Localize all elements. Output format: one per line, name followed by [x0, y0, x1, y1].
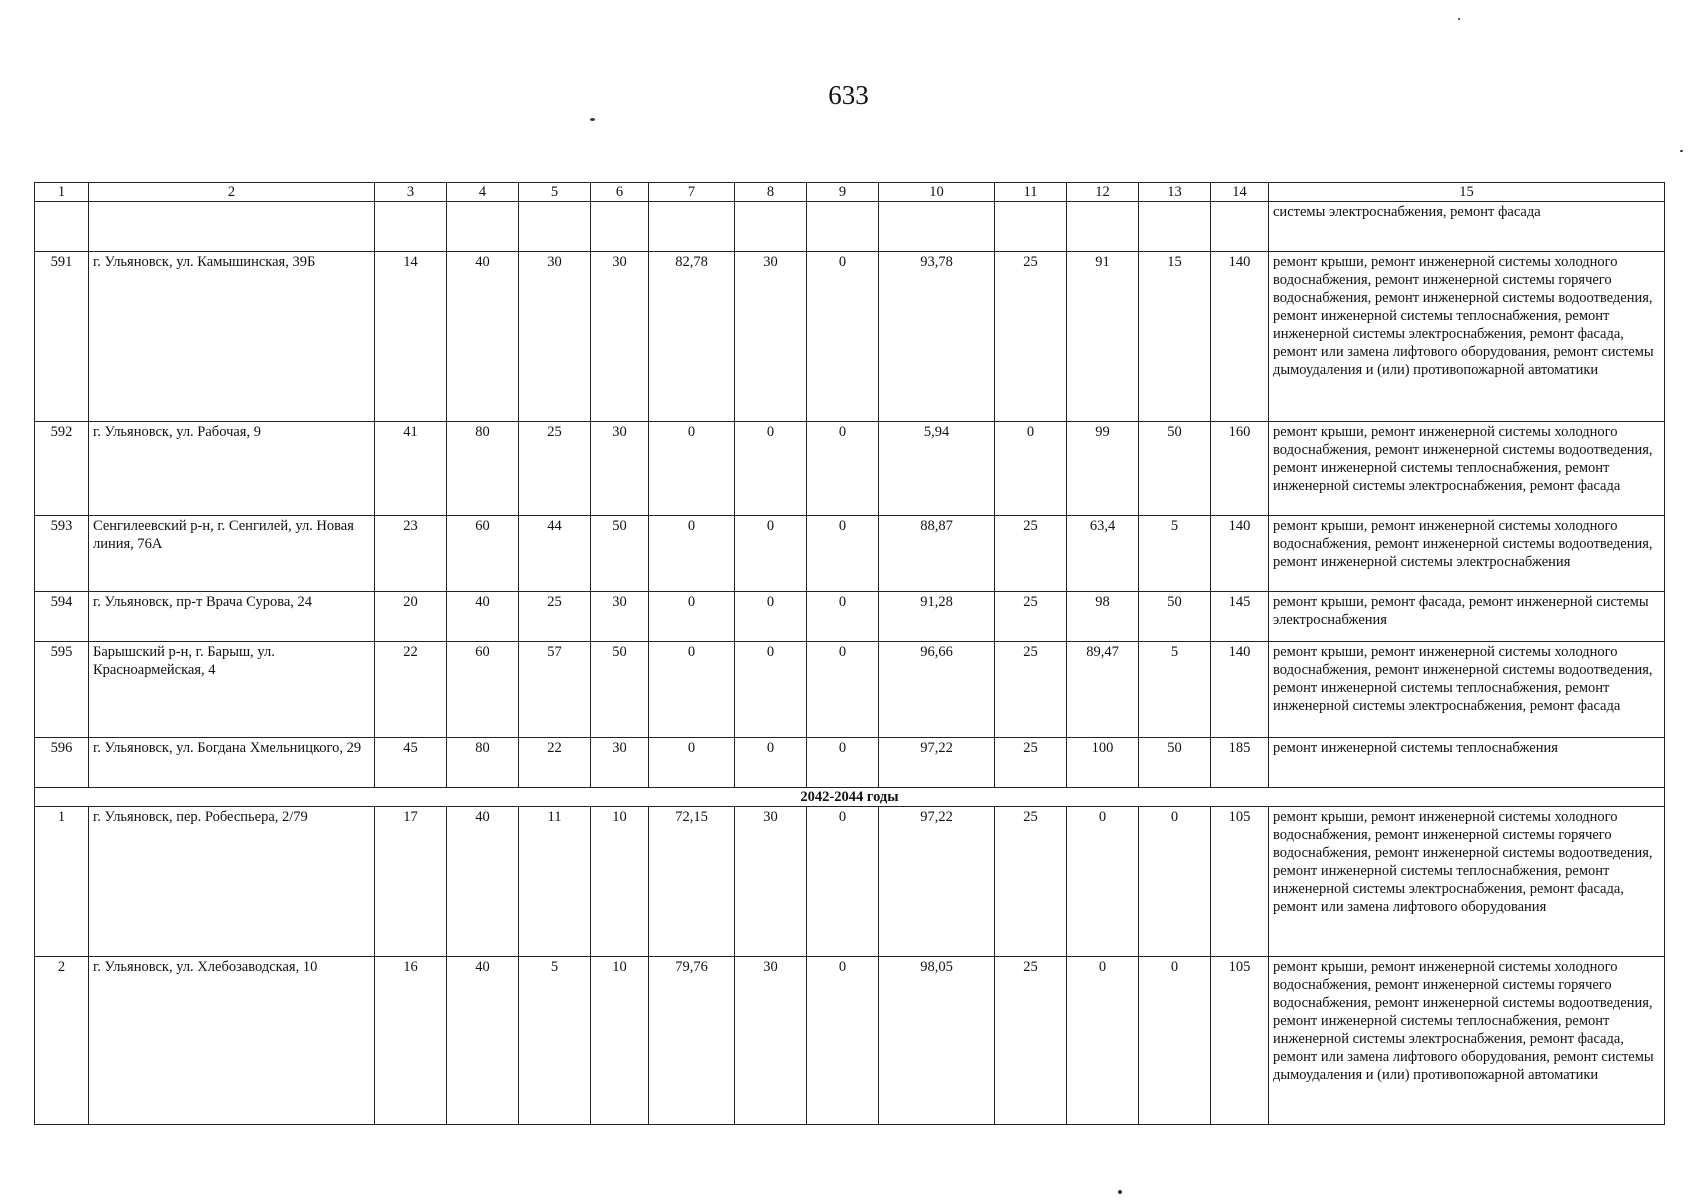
value-cell: 25: [519, 592, 591, 642]
column-header: 15: [1269, 183, 1665, 202]
value-cell: 98,05: [879, 957, 995, 1125]
value-cell: 0: [807, 957, 879, 1125]
works-cell: ремонт крыши, ремонт инженерной системы холодного водоснабжения, ремонт инженерной системы водоотведения, ремонт инженерной системы теплоснабжения, ремонт инженерной системы электроснабжения, ремонт фасада: [1269, 642, 1665, 738]
value-cell: 30: [591, 592, 649, 642]
value-cell: 96,66: [879, 642, 995, 738]
scan-speck: [1680, 150, 1683, 152]
value-cell: 25: [995, 738, 1067, 788]
value-cell: 5: [519, 957, 591, 1125]
works-cell: ремонт крыши, ремонт инженерной системы холодного водоснабжения, ремонт инженерной системы водоотведения, ремонт инженерной системы электроснабжения: [1269, 516, 1665, 592]
value-cell: 91,28: [879, 592, 995, 642]
value-cell: 25: [995, 252, 1067, 422]
value-cell: 22: [375, 642, 447, 738]
value-cell: 50: [1139, 738, 1211, 788]
value-cell: 140: [1211, 252, 1269, 422]
value-cell: 72,15: [649, 807, 735, 957]
value-cell: 16: [375, 957, 447, 1125]
value-cell: 0: [735, 422, 807, 516]
value-cell: 14: [375, 252, 447, 422]
value-cell: 25: [995, 807, 1067, 957]
value-cell: 44: [519, 516, 591, 592]
address-cell: Барышский р-н, г. Барыш, ул. Красноармейская, 4: [89, 642, 375, 738]
value-cell: 79,76: [649, 957, 735, 1125]
value-cell: 0: [1139, 957, 1211, 1125]
value-cell: 22: [519, 738, 591, 788]
value-cell: 50: [1139, 422, 1211, 516]
value-cell: 5: [1139, 516, 1211, 592]
value-cell: 40: [447, 252, 519, 422]
value-cell: 0: [735, 516, 807, 592]
value-cell: 88,87: [879, 516, 995, 592]
value-cell: 0: [995, 422, 1067, 516]
column-header: 4: [447, 183, 519, 202]
value-cell: 0: [807, 592, 879, 642]
table-row: [35, 592, 1665, 642]
value-cell: 0: [735, 592, 807, 642]
value-cell: 30: [735, 252, 807, 422]
value-cell: 10: [591, 807, 649, 957]
value-cell: 60: [447, 516, 519, 592]
continuation-row: [35, 202, 1665, 252]
value-cell: 50: [591, 516, 649, 592]
table-row: [35, 252, 1665, 422]
column-header: 14: [1211, 183, 1269, 202]
value-cell: 185: [1211, 738, 1269, 788]
value-cell: 50: [1139, 592, 1211, 642]
works-cell: ремонт крыши, ремонт фасада, ремонт инженерной системы электроснабжения: [1269, 592, 1665, 642]
value-cell: 40: [447, 592, 519, 642]
value-cell: 98: [1067, 592, 1139, 642]
value-cell: 105: [1211, 957, 1269, 1125]
value-cell: 100: [1067, 738, 1139, 788]
column-header: 12: [1067, 183, 1139, 202]
column-header: 11: [995, 183, 1067, 202]
column-header: 1: [35, 183, 89, 202]
column-header: 2: [89, 183, 375, 202]
value-cell: 25: [995, 957, 1067, 1125]
value-cell: 0: [649, 738, 735, 788]
value-cell: 0: [1067, 807, 1139, 957]
value-cell: 105: [1211, 807, 1269, 957]
row-number: 596: [35, 738, 89, 788]
value-cell: 80: [447, 422, 519, 516]
column-header: 5: [519, 183, 591, 202]
value-cell: 50: [591, 642, 649, 738]
value-cell: 40: [447, 957, 519, 1125]
value-cell: 0: [807, 642, 879, 738]
value-cell: 145: [1211, 592, 1269, 642]
works-cell: системы электроснабжения, ремонт фасада: [1269, 202, 1665, 252]
works-cell: ремонт крыши, ремонт инженерной системы холодного водоснабжения, ремонт инженерной системы горячего водоснабжения, ремонт инженерной системы водоотведения, ремонт инженерной системы теплоснабжения, ремонт инженерной системы электроснабжения, ремонт фасада, ремонт или замена лифтового оборудования: [1269, 807, 1665, 957]
value-cell: 23: [375, 516, 447, 592]
value-cell: 0: [735, 738, 807, 788]
value-cell: 0: [807, 252, 879, 422]
value-cell: 25: [995, 642, 1067, 738]
works-cell: ремонт крыши, ремонт инженерной системы холодного водоснабжения, ремонт инженерной системы водоотведения, ремонт инженерной системы теплоснабжения, ремонт инженерной системы электроснабжения, ремонт фасада: [1269, 422, 1665, 516]
value-cell: 63,4: [1067, 516, 1139, 592]
scan-speck: [590, 118, 595, 121]
value-cell: 140: [1211, 642, 1269, 738]
value-cell: 60: [447, 642, 519, 738]
value-cell: 0: [807, 422, 879, 516]
value-cell: 25: [519, 422, 591, 516]
value-cell: 80: [447, 738, 519, 788]
table-row: [35, 738, 1665, 788]
value-cell: 0: [807, 516, 879, 592]
works-cell: ремонт крыши, ремонт инженерной системы холодного водоснабжения, ремонт инженерной системы горячего водоснабжения, ремонт инженерной системы водоотведения, ремонт инженерной системы теплоснабжения, ремонт инженерной системы электроснабжения, ремонт фасада, ремонт или замена лифтового оборудования, ремонт системы дымоудаления и (или) противопожарной автоматики: [1269, 957, 1665, 1125]
table-row: [35, 957, 1665, 1125]
value-cell: 30: [735, 807, 807, 957]
value-cell: 30: [735, 957, 807, 1125]
table-row: [35, 642, 1665, 738]
row-number: 592: [35, 422, 89, 516]
address-cell: г. Ульяновск, ул. Рабочая, 9: [89, 422, 375, 516]
value-cell: 0: [649, 516, 735, 592]
value-cell: 97,22: [879, 738, 995, 788]
value-cell: 140: [1211, 516, 1269, 592]
value-cell: 0: [649, 422, 735, 516]
row-number: 594: [35, 592, 89, 642]
works-cell: ремонт инженерной системы теплоснабжения: [1269, 738, 1665, 788]
value-cell: 57: [519, 642, 591, 738]
value-cell: 20: [375, 592, 447, 642]
scan-speck: [1118, 1190, 1122, 1194]
value-cell: 160: [1211, 422, 1269, 516]
value-cell: 30: [519, 252, 591, 422]
value-cell: 93,78: [879, 252, 995, 422]
value-cell: 82,78: [649, 252, 735, 422]
value-cell: 0: [649, 592, 735, 642]
value-cell: 5,94: [879, 422, 995, 516]
value-cell: 5: [1139, 642, 1211, 738]
column-header: 8: [735, 183, 807, 202]
table-row: [35, 807, 1665, 957]
table-row: [35, 516, 1665, 592]
section-title: 2042-2044 годы: [35, 788, 1665, 807]
row-number: 1: [35, 807, 89, 957]
value-cell: 0: [807, 807, 879, 957]
table-row: [35, 422, 1665, 516]
column-header: 10: [879, 183, 995, 202]
value-cell: 97,22: [879, 807, 995, 957]
column-header: 7: [649, 183, 735, 202]
value-cell: 0: [649, 642, 735, 738]
address-cell: Сенгилеевский р-н, г. Сенгилей, ул. Новая линия, 76А: [89, 516, 375, 592]
row-number: 2: [35, 957, 89, 1125]
value-cell: 0: [1067, 957, 1139, 1125]
address-cell: г. Ульяновск, пр-т Врача Сурова, 24: [89, 592, 375, 642]
page-number: 633: [828, 80, 869, 110]
value-cell: 15: [1139, 252, 1211, 422]
address-cell: г. Ульяновск, ул. Богдана Хмельницкого, 29: [89, 738, 375, 788]
value-cell: 10: [591, 957, 649, 1125]
value-cell: 17: [375, 807, 447, 957]
column-header: 6: [591, 183, 649, 202]
value-cell: 40: [447, 807, 519, 957]
row-number: 593: [35, 516, 89, 592]
value-cell: 99: [1067, 422, 1139, 516]
value-cell: 41: [375, 422, 447, 516]
header-row: [35, 183, 1665, 202]
value-cell: 45: [375, 738, 447, 788]
value-cell: 91: [1067, 252, 1139, 422]
scan-speck: [1458, 18, 1460, 20]
value-cell: 89,47: [1067, 642, 1139, 738]
value-cell: 30: [591, 252, 649, 422]
value-cell: 0: [735, 642, 807, 738]
row-number: 595: [35, 642, 89, 738]
value-cell: 30: [591, 738, 649, 788]
column-header: 9: [807, 183, 879, 202]
repair-register-table: [34, 182, 1665, 1125]
value-cell: 25: [995, 516, 1067, 592]
value-cell: 25: [995, 592, 1067, 642]
works-cell: ремонт крыши, ремонт инженерной системы холодного водоснабжения, ремонт инженерной системы горячего водоснабжения, ремонт инженерной системы водоотведения, ремонт инженерной системы теплоснабжения, ремонт инженерной системы электроснабжения, ремонт фасада, ремонт или замена лифтового оборудования, ремонт системы дымоудаления и (или) противопожарной автоматики: [1269, 252, 1665, 422]
value-cell: 30: [591, 422, 649, 516]
address-cell: г. Ульяновск, ул. Камышинская, 39Б: [89, 252, 375, 422]
column-header: 3: [375, 183, 447, 202]
address-cell: г. Ульяновск, пер. Робеспьера, 2/79: [89, 807, 375, 957]
value-cell: 11: [519, 807, 591, 957]
section-row: [35, 788, 1665, 807]
column-header: 13: [1139, 183, 1211, 202]
row-number: 591: [35, 252, 89, 422]
value-cell: 0: [807, 738, 879, 788]
value-cell: 0: [1139, 807, 1211, 957]
address-cell: г. Ульяновск, ул. Хлебозаводская, 10: [89, 957, 375, 1125]
